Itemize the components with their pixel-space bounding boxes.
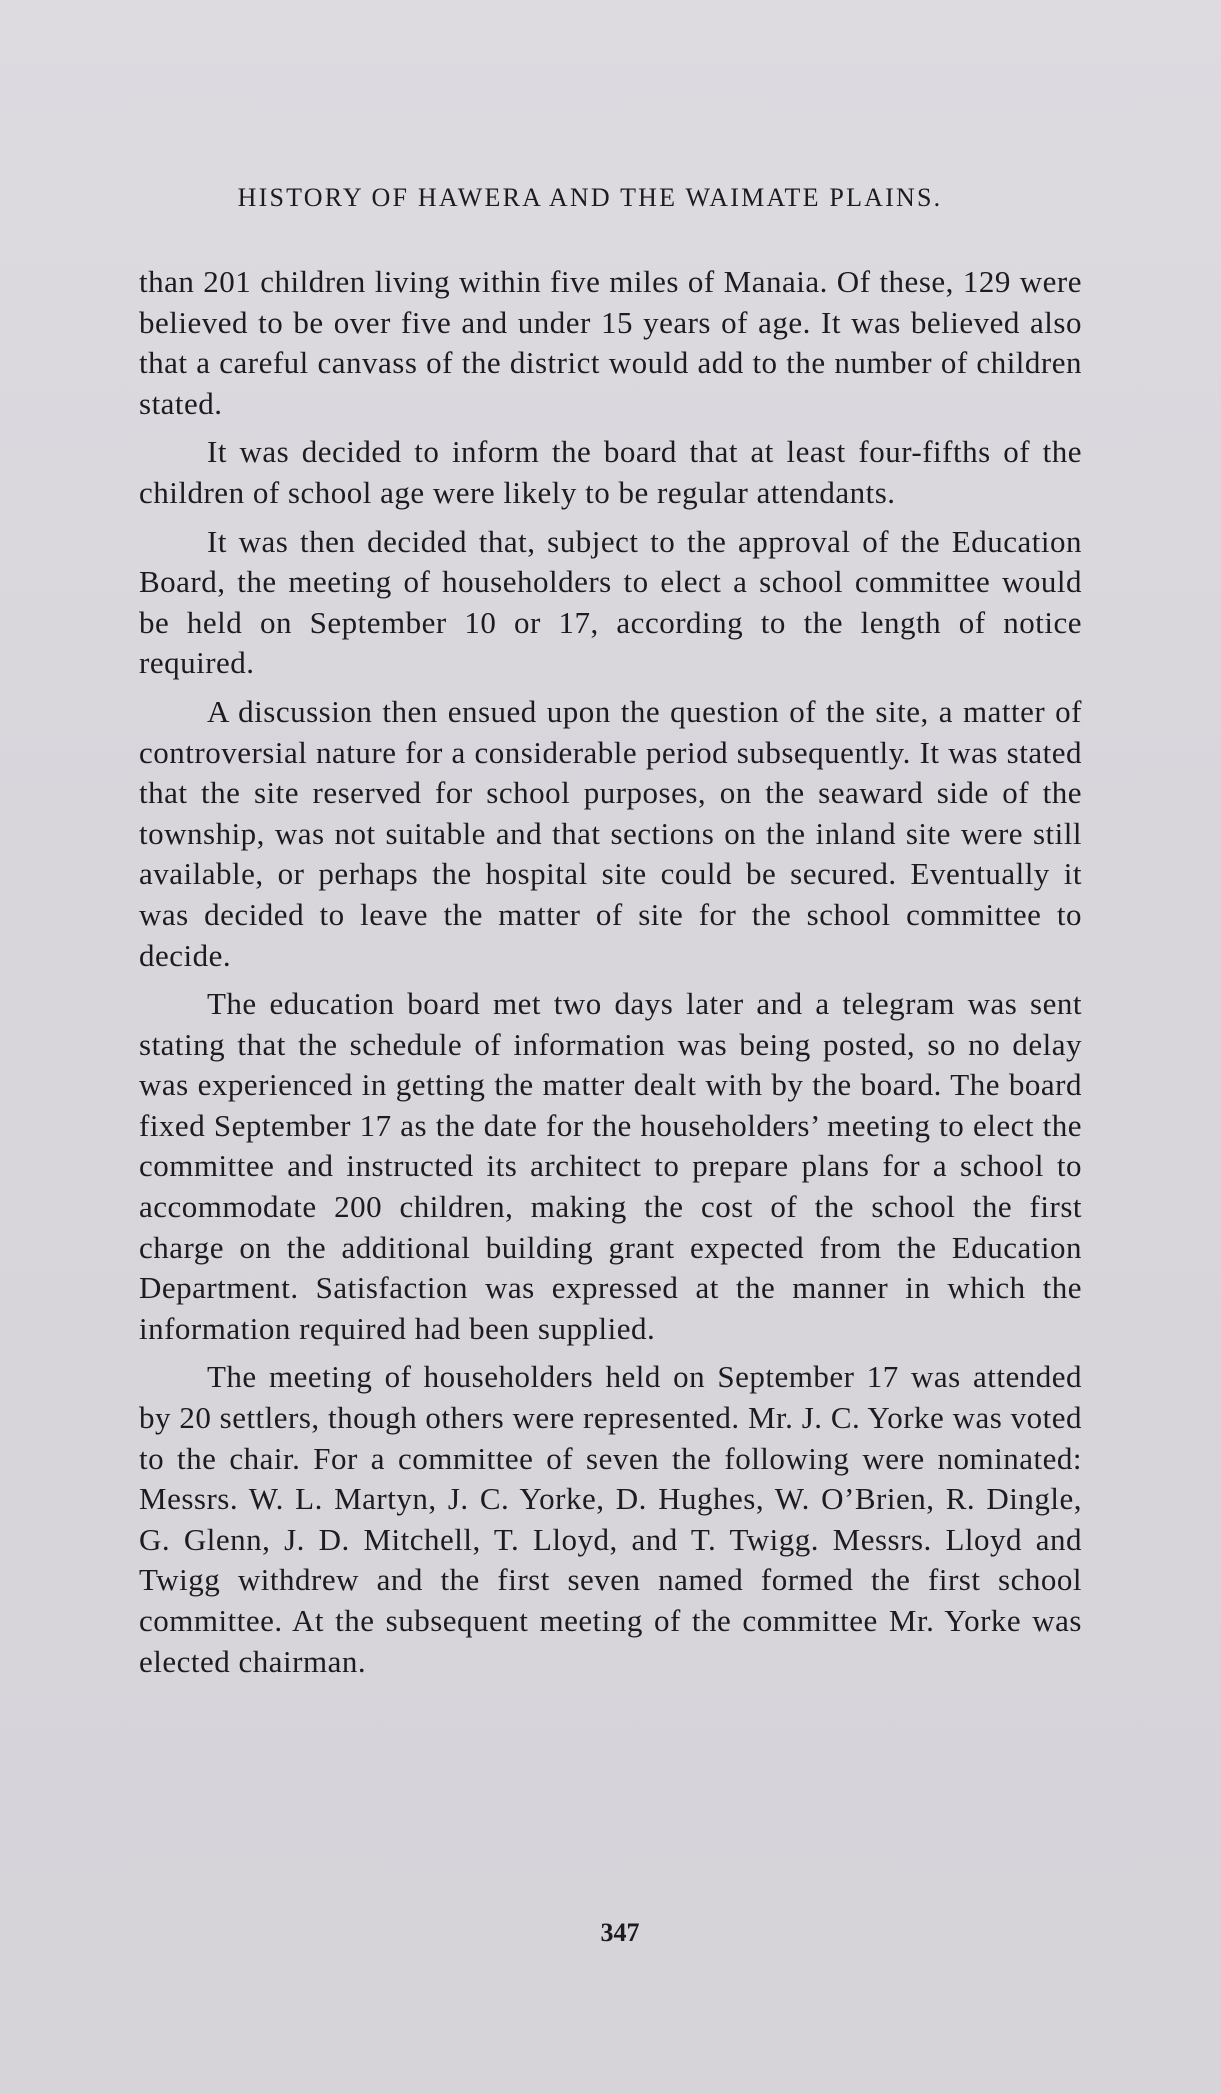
page-number: 347 bbox=[600, 1918, 640, 1947]
paragraph-householders-meeting: The meeting of householders held on September 17 was attended by 20 settlers, though others were represented. Mr. J. C. Yorke was voted to the chair. For a committee of seven the following were nominated: Messrs. W. L. Martyn, J. C. Yorke, D. Hughes, W. O’Brien, R. Dingle, G. Glenn, J. D. Mitchell, T. Lloyd, and T. Twigg. Messrs. Lloyd and Twigg withdrew and the first seven named formed the first school committee. At the subsequent meeting of the committee Mr. Yorke was elected chairman. bbox=[139, 1359, 1082, 1679]
paragraph-site-discussion: A discussion then ensued upon the question of the site, a matter of controversial nature for a considerable period subsequently. It was stated that the site reserved for school purposes, on the seaward side of the township, was not suitable and that sections on the inland site were still available, or perhaps the hospital site could be secured. Eventually it was decided to leave the matter of site for the school committee to decide. bbox=[139, 693, 1082, 973]
paragraph-education-board: The education board met two days later and a telegram was sent stating that the schedule of information was being posted, so no delay was experienced in getting the matter dealt with by the board. The board fixed September 17 as the date for the householders’ meeting to elect the committee and instructed its architect to prepare plans for a school to accommodate 200 children, making the cost of the school the first charge on the additional building grant expected from the Education Department. Satisfaction was expressed at the manner in which the information required had been supplied. bbox=[139, 986, 1082, 1346]
running-head: HISTORY OF HAWERA AND THE WAIMATE PLAINS. bbox=[237, 183, 943, 212]
paragraph-committee-meeting-date: It was then decided that, subject to the approval of the Education Board, the meeting of householders to elect a school committee would be held on September 10 or 17, according to the length of notice required. bbox=[139, 523, 1082, 681]
paragraph-continuation: than 201 children living within five miles of Manaia. Of these, 129 were believed to be over five and under 15 years of age. It was believed also that a careful canvass of the district would add to the number of children stated. bbox=[139, 264, 1082, 421]
paragraph-regular-attendants: It was decided to inform the board that at least four-fifths of the children of school age were likely to be regular attendants. bbox=[139, 434, 1082, 510]
body-text bbox=[139, 262, 1082, 1690]
